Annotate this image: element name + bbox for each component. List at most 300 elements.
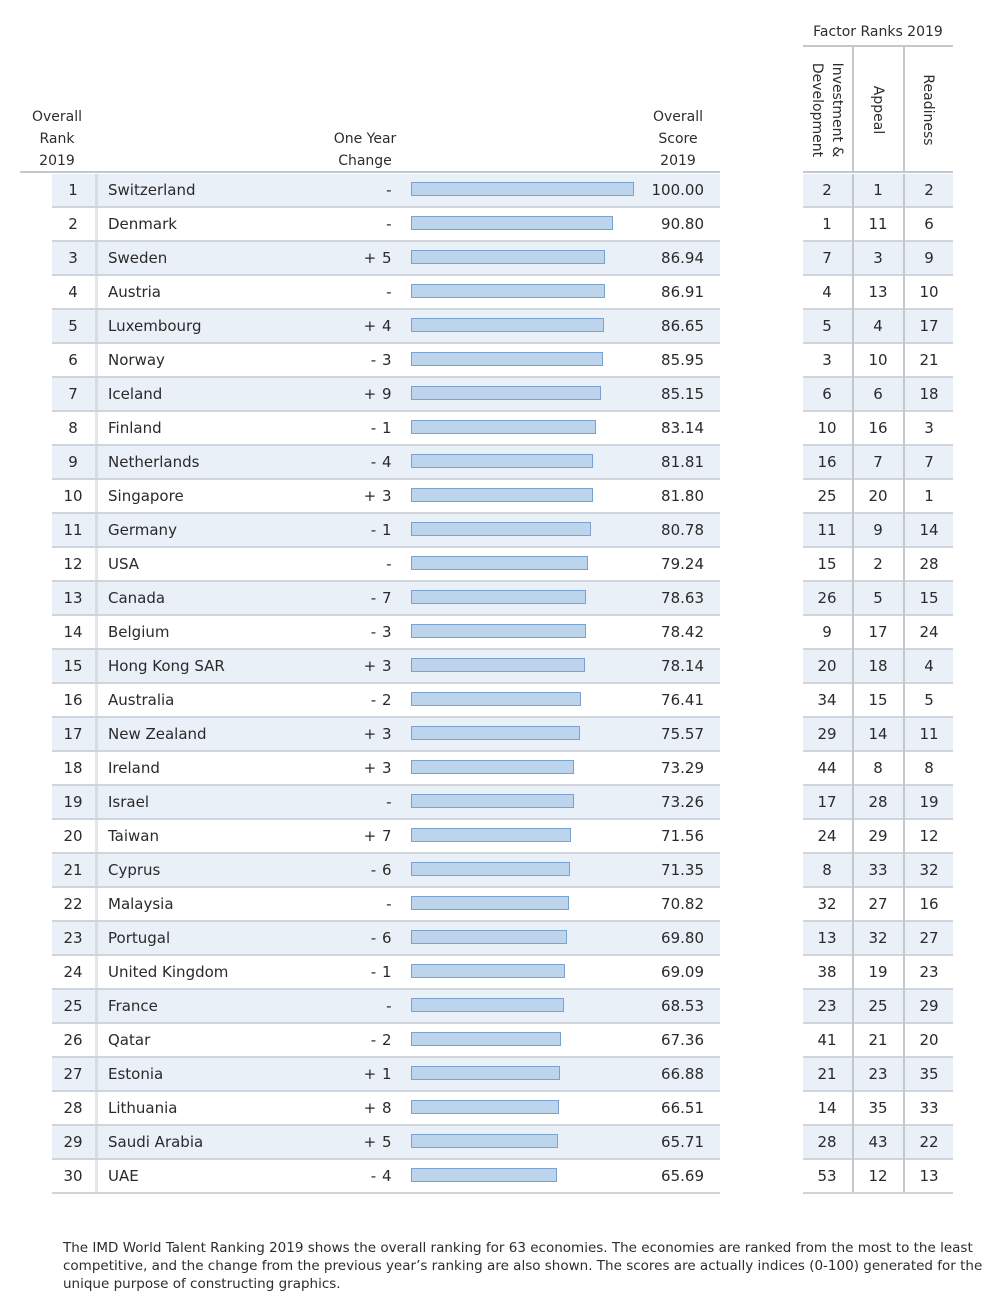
- investment-rank-cell: 5: [822, 317, 832, 335]
- rank-divider: [95, 956, 98, 988]
- rank-cell: 10: [63, 487, 83, 505]
- score-bar: [411, 250, 605, 264]
- change-cell: - 1: [370, 419, 392, 437]
- rank-divider: [95, 514, 98, 546]
- investment-rank-cell: 38: [817, 963, 837, 981]
- factor-row: [803, 446, 953, 478]
- factor-title-rule: [803, 45, 953, 47]
- investment-rank-cell: 2: [822, 181, 832, 199]
- score-cell: 67.36: [661, 1031, 704, 1049]
- rank-cell: 6: [68, 351, 78, 369]
- rank-cell: 18: [63, 759, 83, 777]
- overall-rank-header-line-2: Rank: [39, 131, 75, 147]
- score-bar: [411, 930, 567, 944]
- factor-row: [803, 514, 953, 546]
- score-cell: 65.71: [661, 1133, 704, 1151]
- score-cell: 100.00: [651, 181, 704, 199]
- country-cell: USA: [108, 555, 140, 573]
- rank-divider: [95, 582, 98, 614]
- table-row: [52, 446, 720, 478]
- table-row: [52, 888, 720, 920]
- rank-divider: [95, 786, 98, 818]
- change-cell: + 1: [363, 1065, 392, 1083]
- change-cell: + 3: [363, 657, 392, 675]
- country-cell: Austria: [108, 283, 161, 301]
- factor-row: [803, 752, 953, 784]
- score-bar: [411, 454, 593, 468]
- score-cell: 81.80: [661, 487, 704, 505]
- country-cell: New Zealand: [108, 725, 207, 743]
- overall-rank-header-line-3: 2019: [39, 153, 75, 169]
- readiness-rank-cell: 11: [919, 725, 939, 743]
- readiness-rank-cell: 33: [919, 1099, 939, 1117]
- factor-header-appeal-label: Appeal: [870, 85, 886, 135]
- change-cell: - 2: [370, 691, 392, 709]
- change-cell: + 4: [363, 317, 392, 335]
- score-bar: [411, 794, 574, 808]
- footnote: The IMD World Talent Ranking 2019 shows the overall ranking for 63 economies. The economies are ranked from the most to the least competitive, and the change from the previous year’s ranking are also shown. The scores are actually indices (0-100) generated for the unique purpose of constructing graphics.: [63, 1240, 983, 1292]
- appeal-rank-cell: 6: [873, 385, 883, 403]
- rank-divider: [95, 174, 98, 206]
- rank-cell: 9: [68, 453, 78, 471]
- rank-cell: 1: [68, 181, 78, 199]
- investment-rank-cell: 29: [817, 725, 837, 743]
- one-year-change-header-line-2: Change: [338, 153, 392, 169]
- change-cell: -: [386, 997, 392, 1015]
- appeal-rank-cell: 43: [868, 1133, 888, 1151]
- score-bar: [411, 998, 564, 1012]
- country-cell: Germany: [108, 521, 177, 539]
- table-row: [52, 854, 720, 886]
- rank-divider: [95, 1024, 98, 1056]
- rank-cell: 21: [63, 861, 83, 879]
- rank-divider: [95, 1092, 98, 1124]
- change-cell: -: [386, 793, 392, 811]
- factor-row: [803, 990, 953, 1022]
- factor-row: [803, 548, 953, 580]
- factor-col-divider-1: [852, 47, 854, 171]
- readiness-rank-cell: 19: [919, 793, 939, 811]
- rank-cell: 2: [68, 215, 78, 233]
- rank-cell: 19: [63, 793, 83, 811]
- country-cell: Singapore: [108, 487, 184, 505]
- investment-rank-cell: 9: [822, 623, 832, 641]
- investment-rank-cell: 25: [817, 487, 837, 505]
- investment-rank-cell: 41: [817, 1031, 837, 1049]
- rank-divider: [95, 990, 98, 1022]
- readiness-rank-cell: 35: [919, 1065, 939, 1083]
- country-cell: UAE: [108, 1167, 139, 1185]
- factor-ranks-title: Factor Ranks 2019: [813, 24, 943, 40]
- rank-divider: [95, 854, 98, 886]
- table-row: [52, 752, 720, 784]
- table-row: [52, 1092, 720, 1124]
- investment-rank-cell: 20: [817, 657, 837, 675]
- appeal-rank-cell: 16: [868, 419, 888, 437]
- table-row: [52, 1126, 720, 1158]
- score-cell: 78.63: [661, 589, 704, 607]
- score-cell: 76.41: [661, 691, 704, 709]
- table-row: [52, 650, 720, 682]
- factor-row: [803, 888, 953, 920]
- table-row: [52, 582, 720, 614]
- rank-divider: [95, 1058, 98, 1090]
- score-bar: [411, 862, 570, 876]
- score-bar: [411, 726, 580, 740]
- rank-divider: [95, 446, 98, 478]
- score-cell: 68.53: [661, 997, 704, 1015]
- score-bar: [411, 964, 565, 978]
- table-row: [52, 378, 720, 410]
- rank-divider: [95, 922, 98, 954]
- rank-divider: [95, 480, 98, 512]
- country-cell: Portugal: [108, 929, 171, 947]
- score-bar: [411, 760, 574, 774]
- change-cell: -: [386, 555, 392, 573]
- score-bar: [411, 386, 601, 400]
- readiness-rank-cell: 27: [919, 929, 939, 947]
- score-cell: 85.15: [661, 385, 704, 403]
- country-cell: Taiwan: [108, 827, 160, 845]
- table-row: [52, 412, 720, 444]
- appeal-rank-cell: 4: [873, 317, 883, 335]
- rank-cell: 25: [63, 997, 83, 1015]
- overall-rank-header-line-1: Overall: [31, 109, 83, 125]
- score-cell: 73.29: [661, 759, 704, 777]
- country-cell: Cyprus: [108, 861, 161, 879]
- country-cell: Denmark: [108, 215, 177, 233]
- score-cell: 83.14: [661, 419, 704, 437]
- change-cell: - 2: [370, 1031, 392, 1049]
- appeal-rank-cell: 10: [868, 351, 888, 369]
- country-cell: Qatar: [108, 1031, 151, 1049]
- table-row: [52, 718, 720, 750]
- readiness-rank-cell: 20: [919, 1031, 939, 1049]
- row-separator: [52, 1192, 720, 1194]
- country-cell: Netherlands: [108, 453, 200, 471]
- investment-rank-cell: 17: [817, 793, 837, 811]
- readiness-rank-cell: 9: [924, 249, 934, 267]
- rank-cell: 4: [68, 283, 78, 301]
- rank-cell: 5: [68, 317, 78, 335]
- change-cell: - 6: [370, 861, 392, 879]
- factor-row: [803, 786, 953, 818]
- score-cell: 69.09: [661, 963, 704, 981]
- rank-cell: 15: [63, 657, 83, 675]
- change-cell: -: [386, 181, 392, 199]
- country-cell: Sweden: [108, 249, 168, 267]
- rank-divider: [95, 242, 98, 274]
- readiness-rank-cell: 10: [919, 283, 939, 301]
- score-bar: [411, 318, 604, 332]
- factor-row: [803, 1160, 953, 1192]
- overall-score-header-line-1: Overall: [652, 109, 704, 125]
- score-bar: [411, 692, 581, 706]
- factor-row: [803, 1024, 953, 1056]
- score-cell: 70.82: [661, 895, 704, 913]
- table-row: [52, 1160, 720, 1192]
- rank-cell: 20: [63, 827, 83, 845]
- change-cell: + 3: [363, 487, 392, 505]
- country-cell: Belgium: [108, 623, 170, 641]
- rank-cell: 11: [63, 521, 83, 539]
- score-cell: 85.95: [661, 351, 704, 369]
- factor-row: [803, 1126, 953, 1158]
- main-header-rule: [20, 171, 720, 173]
- change-cell: + 3: [363, 759, 392, 777]
- table-row: [52, 1058, 720, 1090]
- factor-row: [803, 684, 953, 716]
- country-cell: Ireland: [108, 759, 160, 777]
- change-cell: - 4: [370, 453, 392, 471]
- change-cell: - 3: [370, 351, 392, 369]
- factor-row: [803, 242, 953, 274]
- factor-header-investment-line-2: Development: [809, 62, 825, 158]
- score-cell: 80.78: [661, 521, 704, 539]
- appeal-rank-cell: 17: [868, 623, 888, 641]
- appeal-rank-cell: 25: [868, 997, 888, 1015]
- investment-rank-cell: 1: [822, 215, 832, 233]
- change-cell: - 1: [370, 521, 392, 539]
- rank-cell: 3: [68, 249, 78, 267]
- score-bar: [411, 1032, 561, 1046]
- appeal-rank-cell: 7: [873, 453, 883, 471]
- change-cell: - 6: [370, 929, 392, 947]
- country-cell: Saudi Arabia: [108, 1133, 204, 1151]
- appeal-rank-cell: 20: [868, 487, 888, 505]
- readiness-rank-cell: 18: [919, 385, 939, 403]
- country-cell: Switzerland: [108, 181, 196, 199]
- appeal-rank-cell: 12: [868, 1167, 888, 1185]
- change-cell: -: [386, 895, 392, 913]
- investment-rank-cell: 16: [817, 453, 837, 471]
- appeal-rank-cell: 3: [873, 249, 883, 267]
- readiness-rank-cell: 8: [924, 759, 934, 777]
- table-row: [52, 310, 720, 342]
- appeal-rank-cell: 29: [868, 827, 888, 845]
- rank-cell: 28: [63, 1099, 83, 1117]
- country-cell: Canada: [108, 589, 166, 607]
- table-row: [52, 514, 720, 546]
- country-cell: Estonia: [108, 1065, 164, 1083]
- score-cell: 73.26: [661, 793, 704, 811]
- change-cell: + 5: [363, 1133, 392, 1151]
- appeal-rank-cell: 13: [868, 283, 888, 301]
- rank-cell: 22: [63, 895, 83, 913]
- appeal-rank-cell: 21: [868, 1031, 888, 1049]
- investment-rank-cell: 24: [817, 827, 837, 845]
- investment-rank-cell: 26: [817, 589, 837, 607]
- score-bar: [411, 896, 569, 910]
- rank-cell: 27: [63, 1065, 83, 1083]
- table-row: [52, 684, 720, 716]
- rank-divider: [95, 1126, 98, 1158]
- appeal-rank-cell: 11: [868, 215, 888, 233]
- appeal-rank-cell: 35: [868, 1099, 888, 1117]
- factor-row: [803, 854, 953, 886]
- change-cell: + 8: [363, 1099, 392, 1117]
- overall-score-header-line-3: 2019: [660, 153, 696, 169]
- change-cell: + 7: [363, 827, 392, 845]
- rank-divider: [95, 548, 98, 580]
- readiness-rank-cell: 3: [924, 419, 934, 437]
- rank-divider: [95, 820, 98, 852]
- investment-rank-cell: 7: [822, 249, 832, 267]
- table-row: [52, 956, 720, 988]
- score-bar: [411, 1100, 559, 1114]
- table-row: [52, 344, 720, 376]
- factor-row: [803, 1092, 953, 1124]
- country-cell: Malaysia: [108, 895, 174, 913]
- readiness-rank-cell: 12: [919, 827, 939, 845]
- readiness-rank-cell: 2: [924, 181, 934, 199]
- country-cell: Lithuania: [108, 1099, 178, 1117]
- table-row: [52, 990, 720, 1022]
- country-cell: Norway: [108, 351, 165, 369]
- readiness-rank-cell: 15: [919, 589, 939, 607]
- change-cell: - 1: [370, 963, 392, 981]
- factor-row: [803, 616, 953, 648]
- factor-header-readiness-label: Readiness: [920, 74, 936, 146]
- score-cell: 86.65: [661, 317, 704, 335]
- investment-rank-cell: 21: [817, 1065, 837, 1083]
- score-cell: 71.35: [661, 861, 704, 879]
- table-row: [52, 786, 720, 818]
- table-row: [52, 922, 720, 954]
- appeal-rank-cell: 14: [868, 725, 888, 743]
- investment-rank-cell: 23: [817, 997, 837, 1015]
- readiness-rank-cell: 22: [919, 1133, 939, 1151]
- readiness-rank-cell: 16: [919, 895, 939, 913]
- appeal-rank-cell: 23: [868, 1065, 888, 1083]
- rank-divider: [95, 378, 98, 410]
- readiness-rank-cell: 23: [919, 963, 939, 981]
- table-row: [52, 1024, 720, 1056]
- factor-body-divider-1: [852, 174, 854, 1192]
- score-bar: [411, 522, 591, 536]
- score-cell: 66.88: [661, 1065, 704, 1083]
- readiness-rank-cell: 24: [919, 623, 939, 641]
- score-cell: 86.94: [661, 249, 704, 267]
- appeal-rank-cell: 32: [868, 929, 888, 947]
- rank-divider: [95, 344, 98, 376]
- rank-cell: 29: [63, 1133, 83, 1151]
- score-bar: [411, 590, 586, 604]
- factor-row: [803, 378, 953, 410]
- score-bar: [411, 1066, 560, 1080]
- score-cell: 75.57: [661, 725, 704, 743]
- readiness-rank-cell: 13: [919, 1167, 939, 1185]
- rank-cell: 7: [68, 385, 78, 403]
- investment-rank-cell: 4: [822, 283, 832, 301]
- investment-rank-cell: 53: [817, 1167, 837, 1185]
- factor-row: [803, 208, 953, 240]
- readiness-rank-cell: 28: [919, 555, 939, 573]
- score-cell: 90.80: [661, 215, 704, 233]
- factor-header-investment-line-1: Investment &: [829, 62, 845, 158]
- table-row: [52, 480, 720, 512]
- factor-row: [803, 310, 953, 342]
- rank-cell: 23: [63, 929, 83, 947]
- factor-row: [803, 480, 953, 512]
- score-bar: [411, 658, 585, 672]
- factor-row: [803, 956, 953, 988]
- readiness-rank-cell: 21: [919, 351, 939, 369]
- score-cell: 65.69: [661, 1167, 704, 1185]
- overall-score-header: [640, 106, 716, 172]
- appeal-rank-cell: 15: [868, 691, 888, 709]
- score-bar: [411, 284, 605, 298]
- score-cell: 69.80: [661, 929, 704, 947]
- table-row: [52, 174, 720, 206]
- investment-rank-cell: 8: [822, 861, 832, 879]
- readiness-rank-cell: 5: [924, 691, 934, 709]
- score-cell: 79.24: [661, 555, 704, 573]
- score-cell: 71.56: [661, 827, 704, 845]
- country-cell: Australia: [108, 691, 175, 709]
- score-cell: 66.51: [661, 1099, 704, 1117]
- investment-rank-cell: 34: [817, 691, 837, 709]
- score-bar: [411, 624, 586, 638]
- rank-cell: 17: [63, 725, 83, 743]
- investment-rank-cell: 28: [817, 1133, 837, 1151]
- factor-row: [803, 174, 953, 206]
- investment-rank-cell: 11: [817, 521, 837, 539]
- score-cell: 81.81: [661, 453, 704, 471]
- table-row: [52, 616, 720, 648]
- investment-rank-cell: 3: [822, 351, 832, 369]
- rank-cell: 16: [63, 691, 83, 709]
- one-year-change-header-line-1: One Year: [333, 131, 397, 147]
- appeal-rank-cell: 18: [868, 657, 888, 675]
- country-cell: Iceland: [108, 385, 163, 403]
- factor-row: [803, 650, 953, 682]
- change-cell: - 4: [370, 1167, 392, 1185]
- rank-divider: [95, 684, 98, 716]
- factor-row: [803, 922, 953, 954]
- investment-rank-cell: 14: [817, 1099, 837, 1117]
- factor-row: [803, 412, 953, 444]
- readiness-rank-cell: 32: [919, 861, 939, 879]
- appeal-rank-cell: 2: [873, 555, 883, 573]
- change-cell: + 5: [363, 249, 392, 267]
- factor-body-divider-2: [903, 174, 905, 1192]
- score-bar: [411, 1134, 558, 1148]
- appeal-rank-cell: 9: [873, 521, 883, 539]
- score-cell: 86.91: [661, 283, 704, 301]
- rank-divider: [95, 752, 98, 784]
- rank-divider: [95, 650, 98, 682]
- table-row: [52, 242, 720, 274]
- appeal-rank-cell: 19: [868, 963, 888, 981]
- readiness-rank-cell: 17: [919, 317, 939, 335]
- score-bar: [411, 216, 613, 230]
- score-bar: [411, 420, 596, 434]
- factor-row: [803, 276, 953, 308]
- factor-row: [803, 820, 953, 852]
- appeal-rank-cell: 27: [868, 895, 888, 913]
- readiness-rank-cell: 29: [919, 997, 939, 1015]
- table-row: [52, 548, 720, 580]
- investment-rank-cell: 15: [817, 555, 837, 573]
- change-cell: + 3: [363, 725, 392, 743]
- rank-divider: [95, 310, 98, 342]
- appeal-rank-cell: 5: [873, 589, 883, 607]
- rank-cell: 12: [63, 555, 83, 573]
- rank-cell: 24: [63, 963, 83, 981]
- rank-divider: [95, 1160, 98, 1192]
- overall-rank-header: [20, 106, 94, 172]
